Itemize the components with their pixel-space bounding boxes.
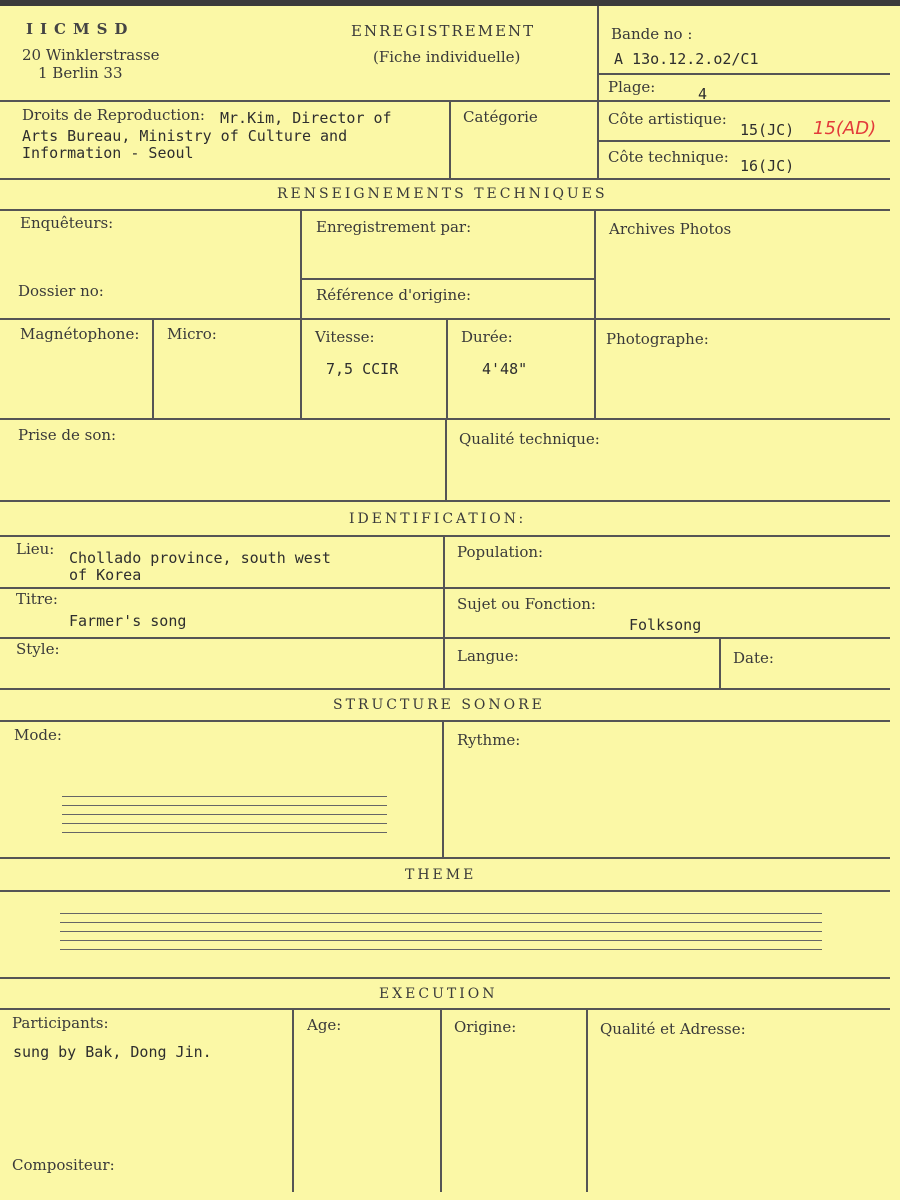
photographe-label: Photographe:	[606, 330, 709, 348]
rule	[0, 500, 890, 502]
date-label: Date:	[733, 649, 774, 667]
rule	[597, 6, 599, 178]
rule	[300, 278, 594, 280]
address-line: 20 Winklerstrasse	[22, 46, 160, 64]
mode-guide-line	[62, 832, 387, 833]
bande-value: A 13o.12.2.o2/C1	[614, 50, 759, 68]
qualite-adresse-label: Qualité et Adresse:	[600, 1020, 746, 1038]
population-label: Population:	[457, 543, 544, 561]
archives-photos-label: Archives Photos	[609, 220, 732, 238]
rule	[292, 1008, 294, 1192]
duree-value: 4'48"	[482, 360, 528, 378]
titre-value: Farmer's song	[69, 612, 187, 630]
cote-artistique-label: Côte artistique:	[608, 110, 727, 128]
scan-top-edge	[0, 0, 900, 6]
rule	[300, 209, 302, 418]
rule	[0, 100, 890, 102]
micro-label: Micro:	[167, 325, 217, 343]
lieu-label: Lieu:	[16, 540, 55, 558]
rule	[0, 318, 890, 320]
rule	[0, 720, 890, 722]
rule	[598, 140, 890, 142]
mode-guide-line	[62, 805, 387, 806]
vitesse-label: Vitesse:	[315, 328, 375, 346]
institute-logo: IICMSD	[26, 20, 135, 38]
rights-label: Droits de Reproduction:	[22, 106, 205, 124]
rights-text-line: Information - Seoul	[22, 144, 194, 162]
theme-guide-line	[60, 922, 822, 923]
lieu-value-line: Chollado province, south west	[69, 549, 331, 567]
theme-guide-line	[60, 931, 822, 932]
vitesse-value: 7,5 CCIR	[326, 360, 399, 378]
section-title-technical: RENSEIGNEMENTS TECHNIQUES	[277, 186, 608, 202]
rule	[0, 178, 890, 180]
rule	[594, 209, 596, 418]
address-line: 1 Berlin 33	[38, 64, 123, 82]
mode-label: Mode:	[14, 726, 62, 744]
theme-guide-line	[60, 940, 822, 941]
form-subtitle: (Fiche individuelle)	[373, 48, 521, 66]
cote-artistique-handwritten: 15(AD)	[813, 118, 877, 139]
enregistrement-par-label: Enregistrement par:	[316, 218, 472, 236]
origine-label: Origine:	[454, 1018, 517, 1036]
qualite-technique-label: Qualité technique:	[459, 430, 600, 448]
plage-label: Plage:	[608, 78, 656, 96]
rule	[0, 857, 890, 859]
theme-guide-line	[60, 913, 822, 914]
compositeur-label: Compositeur:	[12, 1156, 115, 1174]
sujet-value: Folksong	[629, 616, 702, 634]
rule	[443, 535, 445, 688]
dossier-label: Dossier no:	[18, 282, 104, 300]
rule	[0, 890, 890, 892]
reference-label: Référence d'origine:	[316, 286, 472, 304]
participants-label: Participants:	[12, 1014, 109, 1032]
style-label: Style:	[16, 640, 60, 658]
section-title-theme: THEME	[405, 867, 477, 883]
magnetophone-label: Magnétophone:	[20, 325, 140, 343]
rule	[442, 720, 444, 857]
rule	[0, 587, 890, 589]
rule	[0, 1008, 890, 1010]
rule	[0, 209, 890, 211]
rule	[598, 73, 890, 75]
rule	[445, 418, 447, 500]
sujet-label: Sujet ou Fonction:	[457, 595, 596, 613]
rule	[0, 977, 890, 979]
rule	[440, 1008, 442, 1192]
duree-label: Durée:	[461, 328, 513, 346]
langue-label: Langue:	[457, 647, 519, 665]
rule	[446, 318, 448, 418]
bande-label: Bande no :	[611, 25, 693, 43]
participants-value: sung by Bak, Dong Jin.	[13, 1043, 212, 1061]
section-title-identification: IDENTIFICATION:	[349, 511, 527, 527]
age-label: Age:	[307, 1016, 342, 1034]
cote-technique-value: 16(JC)	[740, 157, 795, 175]
rule	[152, 318, 154, 418]
cote-artistique-value: 15(JC)	[740, 121, 795, 139]
rule	[719, 637, 721, 688]
rights-text-line: Mr.Kim, Director of	[220, 109, 392, 127]
section-title-execution: EXECUTION	[379, 986, 498, 1002]
cote-technique-label: Côte technique:	[608, 148, 729, 166]
titre-label: Titre:	[16, 590, 58, 608]
rights-text-line: Arts Bureau, Ministry of Culture and	[22, 127, 348, 145]
enqueteurs-label: Enquêteurs:	[20, 214, 114, 232]
rule	[449, 100, 451, 178]
section-title-structure: STRUCTURE SONORE	[333, 697, 545, 713]
rule	[0, 637, 890, 639]
categorie-label: Catégorie	[463, 108, 538, 126]
form-title: ENREGISTREMENT	[351, 22, 536, 40]
lieu-value-line: of Korea	[69, 566, 142, 584]
rule	[0, 535, 890, 537]
mode-guide-line	[62, 796, 387, 797]
rule	[0, 688, 890, 690]
theme-guide-line	[60, 949, 822, 950]
rythme-label: Rythme:	[457, 731, 521, 749]
mode-guide-line	[62, 823, 387, 824]
mode-guide-line	[62, 814, 387, 815]
prise-de-son-label: Prise de son:	[18, 426, 117, 444]
plage-value: 4	[698, 85, 708, 103]
rule	[586, 1008, 588, 1192]
